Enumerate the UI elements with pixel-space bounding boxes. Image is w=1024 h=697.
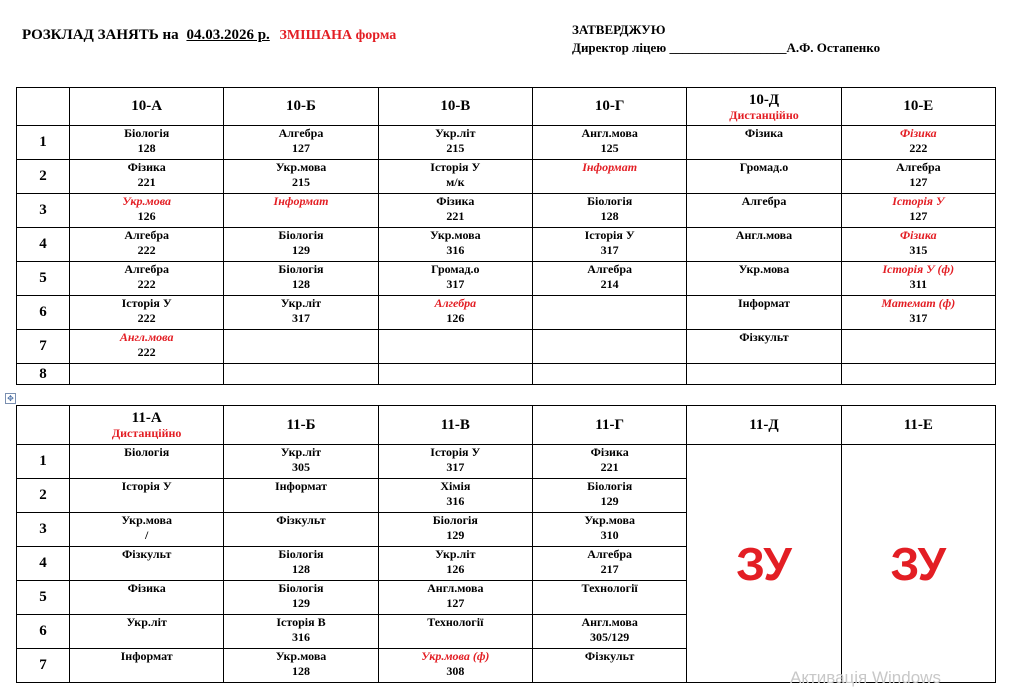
subject: Фізкульт: [121, 547, 172, 561]
subject: Укр.літ: [280, 296, 322, 310]
subject: Історія У: [121, 296, 172, 310]
subject: Фізкульт: [276, 513, 326, 527]
subject: Фізика: [127, 160, 166, 174]
room-number: 126: [446, 562, 465, 576]
lesson-row: [17, 445, 996, 479]
room-number: 221: [600, 460, 619, 474]
class-name: 10-А: [131, 98, 163, 114]
lesson-number: 7: [17, 330, 70, 364]
lesson-cell: [532, 228, 686, 262]
subject: Укр.мова: [122, 194, 171, 208]
lesson-cell: [687, 262, 841, 296]
lesson-cell: [687, 126, 841, 160]
lesson-cell: [378, 364, 532, 385]
lesson-number: 2: [17, 160, 70, 194]
subject: Біологія: [124, 126, 170, 140]
room-number: 221: [137, 175, 156, 189]
lesson-cell: [532, 262, 686, 296]
room-number: 215: [446, 141, 465, 155]
subject: Біологія: [278, 228, 324, 242]
class-header: [687, 406, 841, 445]
room-number: 125: [600, 141, 619, 155]
lesson-cell: [70, 649, 224, 683]
room-number: 222: [137, 311, 156, 325]
subject: Технології: [581, 581, 638, 595]
lesson-cell: [532, 513, 686, 547]
lesson-cell: [70, 479, 224, 513]
subject: Фізкульт: [584, 649, 635, 663]
room-number: 127: [446, 596, 465, 610]
lesson-cell: [687, 364, 841, 385]
lesson-cell: [224, 364, 378, 385]
lesson-number: 4: [17, 228, 70, 262]
lesson-cell: [378, 296, 532, 330]
lesson-cell: [378, 262, 532, 296]
lesson-cell: [532, 330, 686, 364]
class-header: [532, 406, 686, 445]
lesson-number: 8: [17, 364, 70, 385]
subject: Історія У: [584, 228, 635, 242]
subject: Фізика: [590, 445, 629, 459]
room-number: 317: [600, 243, 619, 257]
class-11e-zu: ЗУ: [841, 445, 995, 683]
director-signature-line: Директор ліцею __________________А.Ф. Остапенко: [572, 40, 881, 55]
lesson-number: 2: [17, 479, 70, 513]
table-move-handle-icon[interactable]: ✥: [5, 393, 16, 404]
room-number: 222: [137, 345, 156, 359]
room-number: 222: [137, 277, 156, 291]
subject: Алгебра: [124, 262, 170, 276]
subject: Історія У: [430, 445, 481, 459]
subject: Укр.мова: [430, 228, 481, 242]
lesson-cell: [224, 194, 378, 228]
room-number: 316: [446, 243, 465, 257]
lesson-cell: [532, 296, 686, 330]
subject: Укр.літ: [435, 547, 476, 561]
class-name: 11-А: [131, 410, 162, 426]
subject: Фізика: [899, 228, 937, 242]
lesson-row: [17, 228, 996, 262]
class-header: [841, 406, 995, 445]
room-number: 317: [446, 460, 465, 474]
room-number: 310: [600, 528, 619, 542]
subject: Технології: [427, 615, 484, 629]
class-note: Дистанційно: [729, 107, 799, 122]
lesson-cell: [70, 364, 224, 385]
subject: Англ.мова: [581, 615, 638, 629]
subject: Фізика: [436, 194, 475, 208]
class-header: [224, 88, 378, 126]
room-number: 222: [137, 243, 156, 257]
room-number: 128: [600, 209, 619, 223]
subject: Англ.мова: [581, 126, 638, 140]
lesson-cell: [378, 513, 532, 547]
approval-title: ЗАТВЕРДЖУЮ: [572, 22, 666, 37]
class-name: 10-Д: [748, 91, 780, 108]
lesson-row: [17, 262, 996, 296]
lesson-cell: [532, 126, 686, 160]
lesson-cell: [224, 649, 378, 683]
lesson-cell: [841, 228, 995, 262]
lesson-cell: [224, 160, 378, 194]
subject: Укр.літ: [435, 126, 476, 140]
subject: Фізкульт: [739, 330, 789, 344]
lesson-row: [17, 364, 996, 385]
lesson-cell: [378, 547, 532, 581]
subject: Фізика: [744, 126, 784, 140]
lesson-cell: [378, 649, 532, 683]
subject: Англ.мова: [427, 581, 484, 595]
subject: Англ.мова: [735, 228, 793, 242]
subject: Історія У: [121, 479, 172, 493]
class-header: [378, 88, 532, 126]
schedule-date: 04.03.2026 р.: [186, 27, 270, 43]
room-number: 221: [446, 209, 465, 223]
subject: Інформат: [582, 160, 638, 174]
lesson-cell: [224, 547, 378, 581]
room-number: 126: [137, 209, 156, 223]
subject: Біологія: [278, 581, 324, 595]
subject: Біологія: [278, 547, 324, 561]
lesson-number: 5: [17, 581, 70, 615]
room-number: 129: [600, 494, 619, 508]
learning-mode: ЗМІШАНА форма: [279, 28, 397, 43]
room-number: 316: [446, 494, 465, 508]
subject: Біологія: [124, 445, 170, 459]
lesson-number: 5: [17, 262, 70, 296]
room-number: 217: [600, 562, 619, 576]
subject: Укр.мова: [738, 262, 790, 276]
subject: Фізика: [127, 581, 166, 595]
room-number: 129: [291, 243, 310, 257]
subject: Громад.о: [739, 160, 789, 174]
subject: Біологія: [278, 262, 324, 276]
lesson-cell: [378, 228, 532, 262]
lesson-number: 1: [17, 445, 70, 479]
subject: Хімія: [440, 479, 471, 493]
class-name: 10-Б: [286, 98, 316, 114]
subject: Фізика: [899, 126, 937, 140]
class-name: 10-Е: [903, 98, 934, 114]
lesson-number: 7: [17, 649, 70, 683]
lesson-cell: [532, 547, 686, 581]
lesson-cell: [378, 160, 532, 194]
schedule-header: [22, 27, 396, 44]
class-name: 10-В: [440, 98, 471, 114]
subject: Алгебра: [587, 547, 632, 561]
subject: Укр.мова: [275, 649, 327, 663]
lesson-cell: [532, 194, 686, 228]
lesson-cell: [224, 581, 378, 615]
lesson-cell: [70, 160, 224, 194]
schedule-title: РОЗКЛАД ЗАНЯТЬ на: [22, 27, 179, 43]
lesson-cell: [687, 296, 841, 330]
lesson-cell: [378, 330, 532, 364]
subject: Укр.мова: [584, 513, 635, 527]
room-number: 316: [291, 630, 310, 644]
windows-activation-watermark: Активація Windows: [790, 668, 941, 687]
lesson-row: [17, 330, 996, 364]
lesson-cell: [70, 228, 224, 262]
room-number: 126: [446, 311, 465, 325]
lesson-row: [17, 160, 996, 194]
lesson-cell: [532, 445, 686, 479]
subject: Алгебра: [587, 262, 632, 276]
room-number: 317: [446, 277, 465, 291]
lesson-cell: [70, 547, 224, 581]
room-number: 128: [137, 141, 156, 155]
lesson-row: [17, 126, 996, 160]
subject: Укр.літ: [126, 615, 167, 629]
lesson-cell: [224, 126, 378, 160]
room-number: 128: [291, 277, 310, 291]
class-header: [841, 88, 995, 126]
lesson-cell: [841, 262, 995, 296]
subject: Біологія: [587, 194, 633, 208]
subject: Біологія: [587, 479, 633, 493]
lesson-cell: [532, 160, 686, 194]
lesson-number: 6: [17, 296, 70, 330]
lesson-cell: [841, 296, 995, 330]
lesson-cell: [532, 615, 686, 649]
subject: Інформат: [274, 479, 328, 493]
lesson-cell: [224, 445, 378, 479]
lesson-number: 3: [17, 194, 70, 228]
subject: Історія У: [430, 160, 481, 174]
lesson-number: 4: [17, 547, 70, 581]
lesson-cell: [224, 296, 378, 330]
subject: Алгебра: [278, 126, 324, 140]
lesson-cell: [378, 615, 532, 649]
subject: Алгебра: [434, 296, 477, 310]
room-number: 317: [291, 311, 310, 325]
lesson-cell: [70, 126, 224, 160]
lesson-cell: [224, 262, 378, 296]
subject: Історія У (ф): [882, 262, 955, 276]
room-number: 315: [909, 243, 928, 257]
subject: Укр.мова: [121, 513, 172, 527]
class-header: [70, 406, 224, 445]
class-name: 11-В: [440, 416, 470, 433]
class-header: [70, 88, 224, 126]
lesson-cell: [224, 228, 378, 262]
room-number: 305/129: [589, 630, 630, 644]
room-number: 129: [446, 528, 465, 542]
subject: Математ (ф): [881, 296, 956, 310]
lesson-row: [17, 194, 996, 228]
class-note: Дистанційно: [111, 426, 182, 440]
lesson-cell: [687, 330, 841, 364]
class-header: [378, 406, 532, 445]
lesson-cell: [70, 445, 224, 479]
lesson-cell: [687, 228, 841, 262]
subject: Укр.мова: [275, 160, 327, 174]
lesson-cell: [841, 364, 995, 385]
lesson-cell: [841, 330, 995, 364]
lesson-cell: [378, 581, 532, 615]
room-number: 128: [291, 562, 310, 576]
lesson-cell: [532, 649, 686, 683]
room-number: 215: [291, 175, 310, 189]
lesson-cell: [70, 615, 224, 649]
subject: Алгебра: [124, 228, 170, 242]
class-header: [687, 88, 841, 126]
lesson-cell: [378, 126, 532, 160]
lesson-cell: [378, 479, 532, 513]
lesson-cell: [532, 364, 686, 385]
lesson-cell: [70, 296, 224, 330]
approval-block: [572, 21, 880, 57]
room-number: 222: [909, 141, 928, 155]
lesson-cell: [224, 615, 378, 649]
class-name: 10-Г: [594, 98, 625, 114]
lesson-cell: [224, 330, 378, 364]
lesson-cell: [687, 160, 841, 194]
lesson-cell: [224, 513, 378, 547]
room-number: 128: [291, 664, 310, 678]
lesson-number: 6: [17, 615, 70, 649]
lesson-cell: [532, 581, 686, 615]
lesson-cell: [70, 513, 224, 547]
class-name: 11-Г: [595, 416, 624, 433]
class-header: [532, 88, 686, 126]
room-number: /: [144, 528, 149, 542]
lesson-cell: [841, 194, 995, 228]
subject: Історія В: [276, 615, 326, 629]
subject: Укр.мова (ф): [421, 649, 490, 663]
subject: Біологія: [432, 513, 478, 527]
room-number: 129: [291, 596, 310, 610]
subject: Алгебра: [741, 194, 787, 208]
lesson-cell: [841, 126, 995, 160]
room-number: 308: [446, 664, 465, 678]
schedule-table-grade-11: [16, 405, 996, 683]
schedule-table-grade-10: [16, 87, 996, 385]
subject: Алгебра: [895, 160, 941, 174]
class-header: [224, 406, 378, 445]
lesson-cell: [70, 262, 224, 296]
lesson-number: 1: [17, 126, 70, 160]
subject: Інформат: [737, 296, 790, 310]
class-11d-zu: ЗУ: [687, 445, 841, 683]
room-number: 317: [909, 311, 928, 325]
class-name: 11-Д: [749, 416, 779, 433]
class-name: 11-Б: [286, 416, 316, 433]
subject: Англ.мова: [119, 330, 174, 344]
lesson-cell: [224, 479, 378, 513]
lesson-cell: [532, 479, 686, 513]
subject: Громад.о: [431, 262, 480, 276]
room-number: 214: [600, 277, 619, 291]
subject: Інформат: [273, 194, 329, 208]
lesson-cell: [70, 194, 224, 228]
lesson-cell: [70, 581, 224, 615]
room-number: 127: [909, 175, 928, 189]
lesson-number: 3: [17, 513, 70, 547]
room-number: 311: [909, 277, 927, 291]
subject: Укр.літ: [280, 445, 322, 459]
room-number: 305: [291, 460, 310, 474]
lesson-cell: [378, 445, 532, 479]
room-number: 127: [291, 141, 310, 155]
lesson-cell: [841, 160, 995, 194]
corner-cell: [17, 406, 70, 445]
subject: Історія У: [892, 194, 945, 208]
room-number: 127: [909, 209, 928, 223]
lesson-cell: [378, 194, 532, 228]
lesson-cell: [687, 194, 841, 228]
lesson-row: [17, 296, 996, 330]
subject: Інформат: [120, 649, 173, 663]
lesson-cell: [70, 330, 224, 364]
class-name: 11-Е: [903, 416, 933, 433]
room-number: м/к: [446, 175, 465, 189]
corner-cell: [17, 88, 70, 126]
